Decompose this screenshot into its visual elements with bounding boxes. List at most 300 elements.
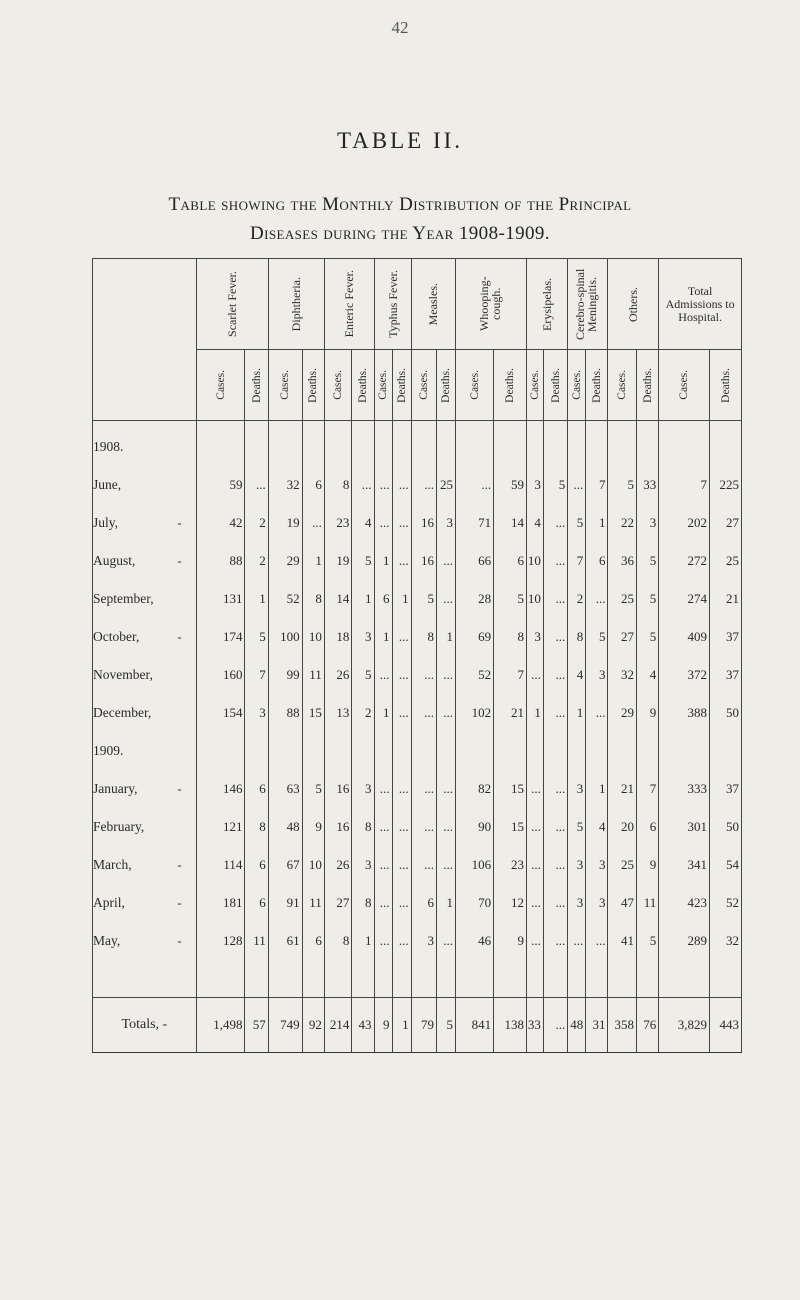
cases-cell: 289	[659, 915, 710, 953]
subheader-label: Deaths.	[250, 367, 263, 403]
table-row	[93, 915, 742, 953]
cases-cell: 25	[608, 573, 637, 611]
cases-cell: 69	[456, 611, 494, 649]
total-cases-cell: 749	[268, 998, 302, 1053]
deaths-cell: ...	[543, 497, 567, 535]
cases-subheader	[659, 350, 710, 421]
deaths-cell: 50	[710, 687, 742, 725]
subheader-label: Deaths.	[395, 367, 408, 403]
empty-cell	[436, 953, 455, 998]
empty-cell	[392, 421, 411, 460]
deaths-cell: ...	[436, 839, 455, 877]
month-label	[93, 915, 197, 953]
cases-cell: 4	[526, 497, 543, 535]
cases-cell: 14	[324, 573, 352, 611]
deaths-cell: 7	[494, 649, 527, 687]
empty-cell	[659, 725, 710, 763]
deaths-cell: 10	[302, 839, 324, 877]
deaths-subheader	[245, 350, 268, 421]
deaths-cell: 23	[494, 839, 527, 877]
disease-name: Others.	[626, 286, 641, 322]
cases-cell: 181	[196, 877, 245, 915]
empty-cell	[543, 953, 567, 998]
deaths-cell: 1	[352, 915, 374, 953]
cases-cell: 63	[268, 763, 302, 801]
subheader-label: Deaths.	[719, 367, 732, 403]
deaths-cell: 5	[494, 573, 527, 611]
deaths-cell: ...	[245, 459, 268, 497]
empty-cell	[268, 953, 302, 998]
header-typhus-fever	[374, 259, 411, 350]
deaths-cell: 5	[352, 535, 374, 573]
caption-line-1: Table showing the Monthly Distribution of the Principal	[168, 194, 632, 215]
cases-cell: 19	[268, 497, 302, 535]
deaths-cell: 2	[352, 687, 374, 725]
deaths-cell: 11	[302, 649, 324, 687]
table-row	[93, 459, 742, 497]
cases-cell: ...	[526, 801, 543, 839]
cases-cell: ...	[374, 801, 392, 839]
deaths-cell: 4	[586, 801, 608, 839]
deaths-cell: ...	[543, 573, 567, 611]
cases-cell: 23	[324, 497, 352, 535]
deaths-cell: 50	[710, 801, 742, 839]
month-dash: -	[177, 857, 182, 872]
cases-cell: 67	[268, 839, 302, 877]
cases-cell: 8	[324, 459, 352, 497]
cases-cell: 27	[324, 877, 352, 915]
deaths-cell: ...	[543, 763, 567, 801]
empty-cell	[637, 725, 659, 763]
deaths-cell: ...	[586, 687, 608, 725]
deaths-cell: 1	[436, 611, 455, 649]
cases-cell: 13	[324, 687, 352, 725]
deaths-cell: ...	[352, 459, 374, 497]
month-name: December,	[93, 705, 152, 720]
cases-cell: 7	[659, 459, 710, 497]
table-body	[93, 421, 742, 1053]
subheader-label: Deaths.	[356, 367, 369, 403]
deaths-cell: ...	[392, 839, 411, 877]
cases-cell: 18	[324, 611, 352, 649]
deaths-cell: ...	[586, 573, 608, 611]
deaths-cell: 33	[637, 459, 659, 497]
deaths-cell: 6	[586, 535, 608, 573]
header-whooping-cough	[456, 259, 527, 350]
month-label	[93, 649, 197, 687]
total-deaths-cell: 57	[245, 998, 268, 1053]
empty-cell	[543, 725, 567, 763]
deaths-cell: ...	[302, 497, 324, 535]
deaths-cell: 6	[302, 915, 324, 953]
subheader-label: Cases.	[678, 370, 691, 400]
cases-cell: ...	[411, 459, 436, 497]
month-column-header	[93, 259, 197, 421]
header-cerebro-spinal-meningitis	[568, 259, 608, 350]
month-label	[93, 877, 197, 915]
deaths-cell: ...	[392, 687, 411, 725]
empty-cell	[245, 725, 268, 763]
table-row	[93, 877, 742, 915]
cases-cell: 88	[268, 687, 302, 725]
cases-cell: ...	[526, 915, 543, 953]
cases-subheader	[526, 350, 543, 421]
deaths-cell: 7	[245, 649, 268, 687]
year-row	[93, 725, 742, 763]
deaths-cell: 3	[637, 497, 659, 535]
cases-cell: 423	[659, 877, 710, 915]
deaths-cell: 54	[710, 839, 742, 877]
spacer-row	[93, 953, 742, 998]
cases-cell: 7	[568, 535, 586, 573]
empty-cell	[659, 421, 710, 460]
deaths-cell: 2	[245, 497, 268, 535]
empty-cell	[324, 953, 352, 998]
totals-row	[93, 998, 742, 1053]
empty-cell	[608, 953, 637, 998]
empty-cell	[543, 421, 567, 460]
cases-cell: 174	[196, 611, 245, 649]
month-label	[93, 839, 197, 877]
deaths-cell: 1	[245, 573, 268, 611]
deaths-cell: 15	[494, 763, 527, 801]
deaths-cell: 5	[637, 573, 659, 611]
deaths-cell: ...	[392, 801, 411, 839]
cases-cell: 3	[568, 839, 586, 877]
cases-cell: 59	[196, 459, 245, 497]
cases-cell: 29	[608, 687, 637, 725]
empty-cell	[352, 725, 374, 763]
cases-cell: ...	[411, 801, 436, 839]
cases-cell: 5	[568, 497, 586, 535]
empty-cell	[710, 953, 742, 998]
cases-cell: 102	[456, 687, 494, 725]
cases-cell: ...	[526, 649, 543, 687]
cases-cell: 160	[196, 649, 245, 687]
month-dash: -	[177, 629, 182, 644]
total-header-text: Total Admissions to Hospital.	[665, 283, 735, 324]
disease-name: Scarlet Fever.	[225, 271, 240, 337]
cases-cell: 3	[411, 915, 436, 953]
empty-cell	[494, 953, 527, 998]
cases-subheader	[268, 350, 302, 421]
deaths-cell: ...	[543, 801, 567, 839]
deaths-cell: 6	[245, 763, 268, 801]
caption-line-2: Diseases during the Year 1908-1909.	[250, 223, 550, 244]
deaths-cell: 1	[586, 763, 608, 801]
table-caption	[40, 190, 760, 248]
deaths-cell: 9	[637, 687, 659, 725]
total-cases-cell: 33	[526, 998, 543, 1053]
deaths-subheader	[302, 350, 324, 421]
page-number: 42	[391, 18, 409, 37]
cases-cell: 47	[608, 877, 637, 915]
empty-cell	[302, 725, 324, 763]
total-cases-cell: 358	[608, 998, 637, 1053]
empty-cell	[710, 725, 742, 763]
cases-subheader	[411, 350, 436, 421]
deaths-cell: 6	[637, 801, 659, 839]
deaths-cell: ...	[436, 649, 455, 687]
deaths-cell: 1	[392, 573, 411, 611]
empty-cell	[324, 725, 352, 763]
month-name: June,	[93, 477, 122, 492]
disease-header-row	[93, 259, 742, 350]
year-label: 1908.	[93, 421, 197, 460]
deaths-cell: ...	[392, 877, 411, 915]
deaths-cell: 8	[245, 801, 268, 839]
subheader-label: Cases.	[214, 370, 227, 400]
subheader-label: Cases.	[332, 370, 345, 400]
deaths-cell: 15	[302, 687, 324, 725]
deaths-cell: 9	[302, 801, 324, 839]
empty-cell	[608, 725, 637, 763]
deaths-cell: ...	[436, 687, 455, 725]
table-row	[93, 839, 742, 877]
header-total-admissions	[659, 259, 742, 350]
cases-cell: ...	[526, 763, 543, 801]
month-label	[93, 573, 197, 611]
deaths-cell: 5	[637, 535, 659, 573]
empty-cell	[392, 953, 411, 998]
deaths-cell: ...	[543, 877, 567, 915]
month-name: January,	[93, 781, 138, 796]
cases-cell: 8	[568, 611, 586, 649]
deaths-cell: 8	[302, 573, 324, 611]
cases-cell: 25	[608, 839, 637, 877]
deaths-cell: 1	[352, 573, 374, 611]
deaths-cell: 5	[637, 611, 659, 649]
cases-cell: 2	[568, 573, 586, 611]
total-deaths-cell: 76	[637, 998, 659, 1053]
cases-subheader	[374, 350, 392, 421]
deaths-cell: ...	[392, 497, 411, 535]
cases-cell: 341	[659, 839, 710, 877]
cases-cell: 99	[268, 649, 302, 687]
cases-cell: 32	[608, 649, 637, 687]
cases-cell: 91	[268, 877, 302, 915]
total-deaths-cell: 5	[436, 998, 455, 1053]
cases-cell: 6	[374, 573, 392, 611]
cases-cell: 32	[268, 459, 302, 497]
cases-cell: 41	[608, 915, 637, 953]
empty-cell	[568, 953, 586, 998]
deaths-cell: 11	[245, 915, 268, 953]
month-name: July,	[93, 515, 119, 530]
disease-name: Diphtheria.	[289, 276, 304, 332]
deaths-cell: 3	[586, 877, 608, 915]
deaths-cell: 3	[436, 497, 455, 535]
deaths-cell: 9	[494, 915, 527, 953]
subheader-label: Cases.	[468, 370, 481, 400]
deaths-cell: 5	[637, 915, 659, 953]
header-diphtheria	[268, 259, 324, 350]
empty-cell	[456, 725, 494, 763]
cases-cell: 333	[659, 763, 710, 801]
cases-cell: ...	[568, 915, 586, 953]
deaths-cell: 37	[710, 763, 742, 801]
cases-cell: 1	[374, 611, 392, 649]
cases-cell: 16	[411, 535, 436, 573]
cases-cell: 8	[411, 611, 436, 649]
deaths-cell: 21	[710, 573, 742, 611]
subheader-label: Cases.	[279, 370, 292, 400]
disease-name: Cerebro-spinal Meningitis.	[572, 268, 599, 340]
empty-cell	[586, 725, 608, 763]
monthly-distribution-table	[92, 258, 742, 1053]
empty-cell	[411, 421, 436, 460]
cases-subheader	[324, 350, 352, 421]
deaths-cell: 5	[352, 649, 374, 687]
total-cases-cell: 841	[456, 998, 494, 1053]
deaths-cell: 3	[245, 687, 268, 725]
cases-cell: ...	[374, 915, 392, 953]
deaths-cell: ...	[392, 611, 411, 649]
cases-cell: 82	[456, 763, 494, 801]
year-row	[93, 421, 742, 460]
deaths-subheader	[352, 350, 374, 421]
cases-cell: 48	[268, 801, 302, 839]
deaths-cell: ...	[392, 459, 411, 497]
cases-cell: 8	[324, 915, 352, 953]
deaths-cell: 15	[494, 801, 527, 839]
total-cases-cell: 1,498	[196, 998, 245, 1053]
empty-cell	[436, 421, 455, 460]
deaths-cell: 1	[302, 535, 324, 573]
deaths-cell: 8	[352, 801, 374, 839]
deaths-cell: 11	[302, 877, 324, 915]
deaths-cell: 27	[710, 497, 742, 535]
month-name: March,	[93, 857, 132, 872]
deaths-cell: 7	[586, 459, 608, 497]
cases-cell: 29	[268, 535, 302, 573]
empty-cell	[324, 421, 352, 460]
total-cases-cell: 79	[411, 998, 436, 1053]
month-dash: -	[177, 553, 182, 568]
deaths-cell: ...	[543, 535, 567, 573]
month-name: November,	[93, 667, 153, 682]
deaths-cell: ...	[436, 801, 455, 839]
cases-cell: 372	[659, 649, 710, 687]
empty-cell	[374, 725, 392, 763]
month-label	[93, 611, 197, 649]
cases-cell: 20	[608, 801, 637, 839]
cases-cell: 88	[196, 535, 245, 573]
month-name: May,	[93, 933, 121, 948]
deaths-cell: ...	[392, 535, 411, 573]
cases-cell: 52	[456, 649, 494, 687]
empty-cell	[710, 421, 742, 460]
deaths-cell: 4	[637, 649, 659, 687]
cases-cell: 4	[568, 649, 586, 687]
cases-cell: 10	[526, 573, 543, 611]
deaths-cell: 52	[710, 877, 742, 915]
deaths-cell: 6	[245, 877, 268, 915]
deaths-subheader	[586, 350, 608, 421]
cases-cell: ...	[411, 687, 436, 725]
deaths-cell: ...	[543, 915, 567, 953]
deaths-cell: 37	[710, 649, 742, 687]
deaths-subheader	[436, 350, 455, 421]
subheader-label: Deaths.	[504, 367, 517, 403]
cases-cell: 21	[608, 763, 637, 801]
subheader-label: Deaths.	[307, 367, 320, 403]
deaths-cell: 3	[352, 839, 374, 877]
deaths-cell: ...	[543, 611, 567, 649]
total-deaths-cell: 1	[392, 998, 411, 1053]
month-label	[93, 497, 197, 535]
empty-cell	[268, 421, 302, 460]
deaths-cell: 6	[494, 535, 527, 573]
deaths-cell: 7	[637, 763, 659, 801]
cases-cell: ...	[374, 839, 392, 877]
empty-cell	[302, 953, 324, 998]
cases-cell: ...	[374, 877, 392, 915]
table-row	[93, 763, 742, 801]
disease-name: Enteric Fever.	[342, 270, 357, 338]
cases-subheader	[608, 350, 637, 421]
deaths-cell: 3	[586, 839, 608, 877]
total-cases-cell: 214	[324, 998, 352, 1053]
empty-cell	[586, 953, 608, 998]
empty-cell	[392, 725, 411, 763]
table-row	[93, 535, 742, 573]
empty-cell	[637, 421, 659, 460]
empty-cell	[526, 421, 543, 460]
cases-cell: 121	[196, 801, 245, 839]
total-deaths-cell: 92	[302, 998, 324, 1053]
deaths-cell: ...	[392, 915, 411, 953]
empty-cell	[568, 725, 586, 763]
deaths-cell: 3	[352, 763, 374, 801]
distribution-table-wrapper	[92, 258, 742, 1053]
empty-cell	[245, 953, 268, 998]
cases-cell: 3	[526, 459, 543, 497]
cases-cell: 16	[411, 497, 436, 535]
disease-name: Erysipelas.	[540, 277, 555, 331]
deaths-cell: ...	[436, 573, 455, 611]
deaths-cell: ...	[436, 535, 455, 573]
deaths-cell: 1	[586, 497, 608, 535]
table-row	[93, 801, 742, 839]
empty-cell	[526, 725, 543, 763]
empty-cell	[196, 421, 245, 460]
empty-cell	[637, 953, 659, 998]
cases-cell: ...	[374, 497, 392, 535]
deaths-cell: 5	[586, 611, 608, 649]
cases-cell: 114	[196, 839, 245, 877]
table-heading: TABLE II.	[336, 128, 464, 153]
empty-cell	[456, 421, 494, 460]
deaths-cell: ...	[586, 915, 608, 953]
deaths-cell: 25	[436, 459, 455, 497]
month-label	[93, 687, 197, 725]
month-name: April,	[93, 895, 125, 910]
cases-cell: 274	[659, 573, 710, 611]
deaths-cell: 8	[352, 877, 374, 915]
deaths-subheader	[710, 350, 742, 421]
cases-cell: 19	[324, 535, 352, 573]
deaths-cell: ...	[392, 649, 411, 687]
deaths-cell: 9	[637, 839, 659, 877]
cases-cell: 3	[568, 763, 586, 801]
table-row	[93, 497, 742, 535]
header-scarlet-fever	[196, 259, 268, 350]
cases-cell: 27	[608, 611, 637, 649]
total-cases-cell: 48	[568, 998, 586, 1053]
cases-cell: 128	[196, 915, 245, 953]
empty-cell	[245, 421, 268, 460]
